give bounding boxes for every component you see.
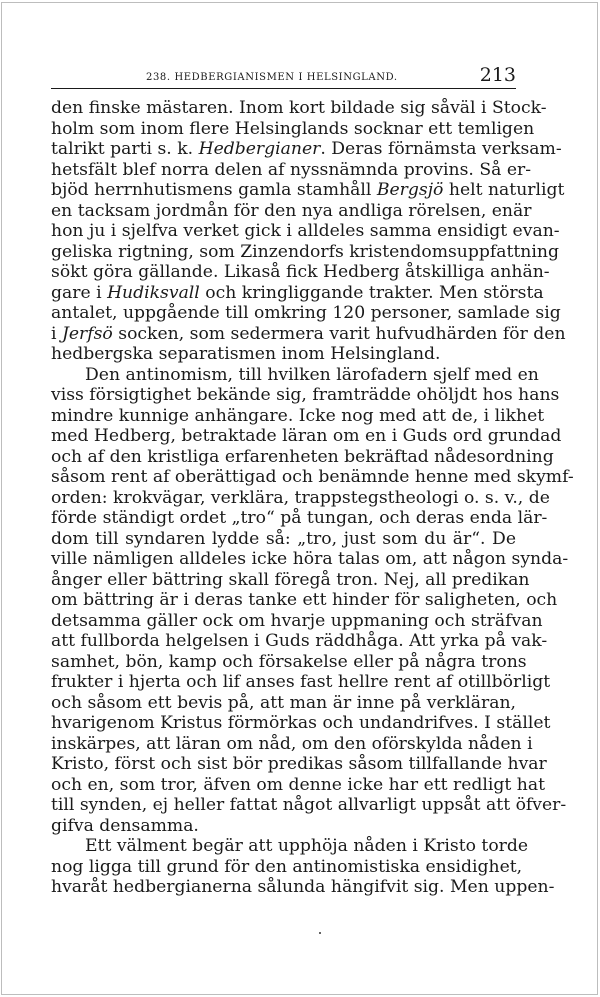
header-rule: [51, 88, 516, 89]
text-line: den finske mästaren. Inom kort bildade sig såväl i Stock-: [51, 98, 547, 118]
text-line: geliska rigtning, som Zinzendorfs kristendomsuppfattning: [51, 241, 559, 262]
page-number: 213: [479, 64, 516, 86]
text-line: hedbergska separatismen inom Helsingland.: [51, 344, 441, 364]
running-title: 238. HEDBERGIANISMEN I HELSINGLAND.: [146, 72, 398, 83]
text-line: hvarigenom Kristus förmörkas och undandrifves. I stället: [51, 713, 551, 733]
text-line: bjöd herrnhutismens gamla stamhåll Bergsjö helt naturligt: [51, 180, 565, 200]
text-line: antalet, uppgående till omkring 120 personer, samlade sig: [51, 303, 561, 323]
text-line: talrikt parti s. k. Hedbergianer. Deras förnämsta verksam-: [51, 139, 562, 159]
text-line: en tacksam jordmån för den nya andliga rörelsen, enär: [51, 200, 532, 221]
text-line: nog ligga till grund för den antinomistiska ensidighet,: [51, 856, 523, 877]
text-line: inskärpes, att läran om nåd, om den oförskylda nåden i: [51, 733, 533, 754]
text-line: såsom rent af oberättigad och benämnde henne med skymf-: [51, 467, 574, 487]
text-line: orden: krokvägar, verklära, trappstegstheologi o. s. v., de: [51, 487, 550, 508]
paragraph-start: Den antinomism, till hvilken lärofadern sjelf med en: [85, 364, 539, 385]
text-line: ånger eller bättring skall föregå tron. Nej, all predikan: [51, 569, 530, 590]
text-line: och af den kristliga erfarenheten bekräftad nådesordning: [51, 446, 554, 467]
text-line: viss försigtighet bekände sig, framträdde ohöljdt hos hans: [51, 385, 560, 405]
text-line: förde ständigt ordet „tro“ på tungan, och deras enda lär-: [51, 508, 548, 528]
text-line: hon ju i sjelfva verket gick i alldeles samma ensidigt evan-: [51, 221, 560, 241]
text-line: sökt göra gällande. Likaså fick Hedberg åtskilliga anhän-: [51, 262, 550, 282]
text-line: om bättring är i deras tanke ett hinder för saligheten, och: [51, 590, 558, 610]
text-line: samhet, bön, kamp och försakelse eller på några trons: [51, 651, 527, 672]
text-line: att fullborda helgelsen i Guds räddhåga. Att yrka på vak-: [51, 631, 548, 651]
text-line: till synden, ej heller fattat något allvarligt uppsåt att öfver-: [51, 795, 567, 815]
text-line: och en, som tror, äfven om denne icke har ett redligt hat: [51, 774, 546, 795]
text-line: hetsfält blef norra delen af nyssnämnda provins. Så er-: [51, 159, 532, 180]
text-line: hvaråt hedbergianerna sålunda hängifvit sig. Men uppen-: [51, 877, 555, 897]
body-text: [51, 98, 574, 898]
ink-speck: [319, 932, 321, 934]
text-line: ville nämligen alldeles icke höra talas om, att någon synda-: [51, 549, 569, 569]
text-line: holm som inom flere Helsinglands socknar ett temligen: [51, 118, 535, 139]
text-line: dom till syndaren lydde så: „tro, just som du är“. De: [51, 528, 516, 549]
text-line: i Jerfsö socken, som sedermera varit hufvudhärden för den: [51, 323, 566, 344]
text-line: detsamma gäller ock om hvarje uppmaning och sträfvan: [51, 610, 543, 631]
paragraph-start: Ett välment begär att upphöja nåden i Kristo torde: [85, 836, 529, 856]
text-line: gare i Hudiksvall och kringliggande trakter. Men största: [51, 282, 544, 303]
text-line: gifva densamma.: [51, 815, 199, 836]
text-line: med Hedberg, betraktade läran om en i Guds ord grundad: [51, 426, 562, 446]
text-line: frukter i hjerta och lif anses fast hellre rent af otillbörligt: [51, 672, 551, 692]
text-line: och såsom ett bevis på, att man är inne på verkläran,: [51, 692, 516, 713]
text-line: mindre kunnige anhängare. Icke nog med att de, i likhet: [51, 405, 545, 426]
page-header: [51, 62, 516, 86]
text-line: Kristo, först och sist bör predikas såsom tillfallande hvar: [51, 754, 547, 774]
